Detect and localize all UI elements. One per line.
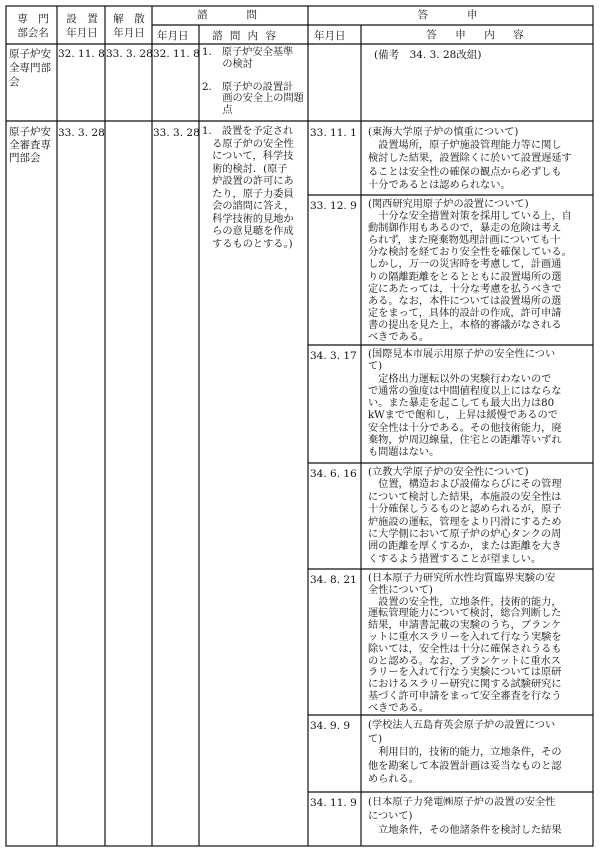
- row1-inquiry-items: 1. 原子炉安全基準 の検討 2. 原子炉の設置計 画の安全上の問題 点: [202, 47, 304, 116]
- report-date: 33. 11. 1: [310, 127, 357, 139]
- header-committee: 専 門 部会名: [17, 13, 49, 39]
- header-established: 設 置 年月日: [66, 13, 98, 39]
- header-report-date: 年月日: [314, 30, 346, 42]
- row1-note: (備考 34. 3. 28改組): [374, 49, 482, 61]
- row1-committee: 原子炉安 全専門部 会: [9, 48, 51, 88]
- row2-inquiry-date: 33. 3. 28: [153, 127, 200, 139]
- header-inquiry-content: 諮 問 内 容: [212, 30, 279, 42]
- report-date: 34. 9. 9: [310, 720, 351, 732]
- header-abolished: 解 散 年月日: [113, 13, 145, 39]
- row1-established: 32. 11. 8: [58, 48, 105, 60]
- report-date: 34. 8. 21: [310, 574, 357, 586]
- report-date: 34. 3. 17: [310, 350, 357, 362]
- report-text: (関西研究用原子炉の設置について) 十分な安全措置対策を採用している上，自 動制御作用もあるので，暴走の危険は考え られず，また廃棄物処理計画についても十 分な検討を経ており安全性を確保している。 しかし，万一の災害時を考慮して，計画通 りの隔離距離をとるとともに設置場所の選 定にあたっては，十分な考慮を払うべきで ある。なお，本件については設置場所の選 定をまって，具体的設計の作成，許可申請 書の提出を見た上，本格的審議がなされる べきである。: [368, 199, 572, 344]
- row2-committee: 原子炉安 全審査専 門部会: [9, 126, 51, 164]
- report-text: (立教大学原子炉の安全性について) 位置，構造および設備ならびにその管理 について検討した結果，本施設の安全性は 十分確保しうるものと認められるが，原子 炉施設の運転，管理をより円滑にするため に大学側において原子炉の炉心タンクの周 囲の距離を厚くするか，または距離を大き くするよう措置することが望ましい。: [368, 467, 562, 565]
- row2-inquiry-items: 1. 設置を予定され る原子炉の安全性 について，科学技 術的検討．(原子 炉設置の許可にあ たり，原子力委員 会の諮問に答え， 科学技術的見地か らの意見聴を作成 するものとする。): [202, 126, 295, 250]
- report-text: (学校法人五島育英会原子炉の設置につい て) 利用目的，技術的能力，立地条件，その 他を勘案して本設置計画は妥当なものと認 められる。: [368, 720, 562, 785]
- header-inquiry: 諮 問: [197, 9, 263, 21]
- row2-established: 33. 3. 28: [58, 127, 105, 139]
- header-report: 答 申: [417, 9, 484, 21]
- row1-abolished: 33. 3. 28: [106, 48, 153, 60]
- row1-inquiry-date: 32. 11. 8: [153, 48, 200, 60]
- header-inquiry-date: 年月日: [157, 30, 189, 42]
- header-report-content: 答 申 内 容: [426, 29, 528, 41]
- report-date: 34. 11. 9: [310, 797, 357, 809]
- report-text: (国際見本市展示用原子炉の安全性につい て) 定格出力運転以外の実験行わないので で通常の強度は中間値程度以上にはならな い。また暴走を起こしても最大出力は80 kWまでで飽和し，上昇は緩慢であるので 安全性は十分である。その他技術能力，廃 棄物，炉周辺線量，住宅との距離等いずれ も問題はない。: [368, 349, 562, 459]
- report-date: 34. 6. 16: [310, 468, 357, 480]
- report-text: (東海大学原子炉の慎重について) 設置場所，原子炉施設管理能力等に関し 検討した結果，設置除くに於いて設置遅延す ることは安全性の確保の観点から必ずしも 十分であるとは認められない。: [368, 127, 572, 191]
- report-date: 33. 12. 9: [310, 200, 357, 212]
- report-text: (日本原子力発電㈱原子炉の設置の安全性 について) 立地条件，その他諸条件を検討した結果: [368, 797, 562, 836]
- report-text: (日本原子力研究所水性均質臨界実験の安 全性について) 設置の安全性，立地条件，技術的能力， 運転管理能力について検討，総合判断した 結果，申請書記載の実験のうち，ブランケ ットに重水スラリーを入れて行なう実験を 除いては，安全性は十分に確保されうるも のと認める。なお，ブランケットに重水ス ラリーを入れて行なう実験については原研 におけるスラリー研究に関する試験研究に 基づく許可申請をまって安全審査を行なう べきである。: [368, 573, 562, 714]
